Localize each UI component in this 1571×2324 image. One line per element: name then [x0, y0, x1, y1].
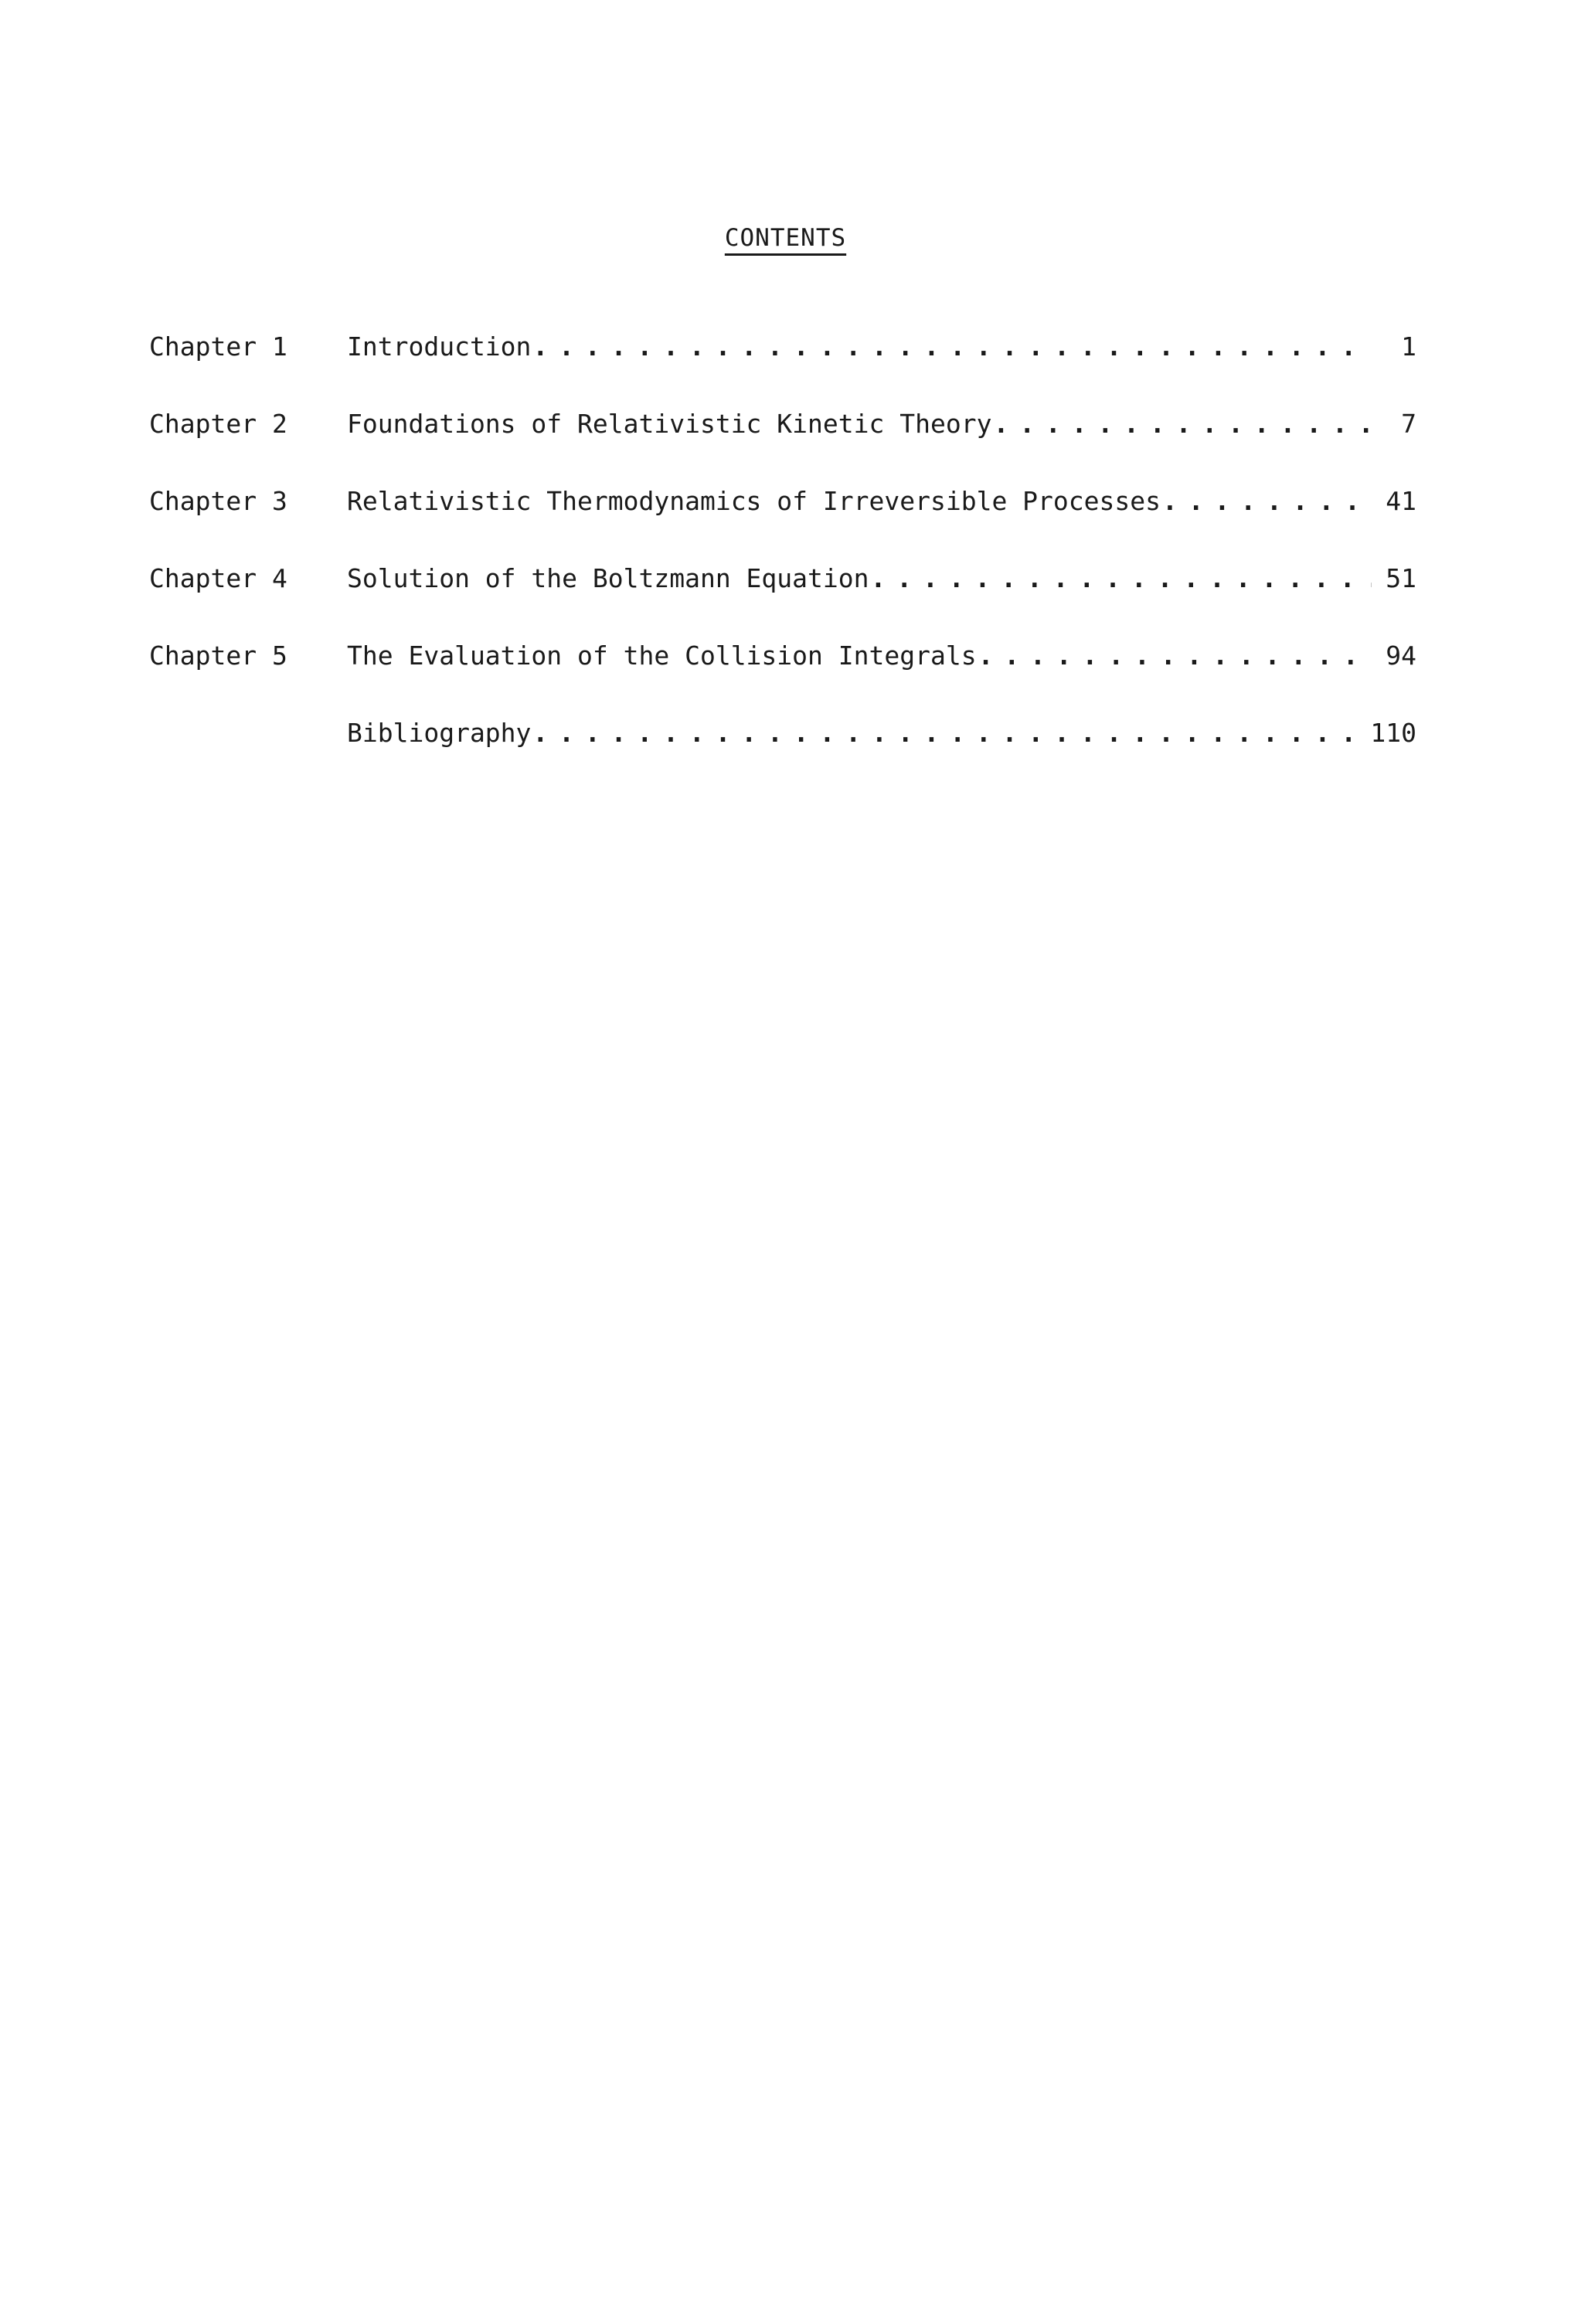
toc-entry-title: Foundations of Relativistic Kinetic Theory [347, 409, 992, 439]
contents-heading [0, 224, 1571, 252]
toc-entry-title: Relativistic Thermodynamics of Irreversible Processes [347, 486, 1161, 516]
toc-entry-line [347, 328, 1416, 365]
toc-entry-line [347, 637, 1416, 674]
toc-chapter-label: Chapter 1 [149, 331, 287, 362]
toc-entry [149, 483, 1416, 560]
toc-entry [149, 560, 1416, 637]
toc-page-number: 7 [1401, 409, 1416, 439]
toc-entry [149, 328, 1416, 406]
dot-leader [532, 328, 1372, 365]
toc-entry [149, 637, 1416, 715]
contents-heading-text: CONTENTS [724, 224, 847, 252]
dot-leader [978, 637, 1372, 674]
table-of-contents [149, 328, 1416, 792]
toc-entry-title: The Evaluation of the Collision Integrals [347, 640, 977, 671]
toc-page-number: 94 [1386, 640, 1416, 671]
toc-entry-line [347, 483, 1416, 520]
toc-entry-line [347, 406, 1416, 443]
toc-chapter-label: Chapter 3 [149, 486, 287, 516]
toc-chapter-label: Chapter 2 [149, 409, 287, 439]
dot-leader [871, 560, 1372, 597]
toc-page-number: 41 [1386, 486, 1416, 516]
toc-chapter-label: Chapter 4 [149, 563, 287, 593]
toc-entry-line [347, 560, 1416, 597]
toc-entry-title: Solution of the Boltzmann Equation [347, 563, 869, 593]
toc-entry-line [347, 715, 1416, 752]
toc-page-number: 1 [1401, 331, 1416, 362]
toc-chapter-label: Chapter 5 [149, 640, 287, 671]
toc-entry-title: Introduction [347, 331, 532, 362]
toc-page-number: 110 [1370, 718, 1416, 748]
dot-leader [1162, 483, 1372, 520]
toc-entry-title: Bibliography [347, 718, 532, 748]
dot-leader [532, 715, 1365, 752]
toc-entry [149, 406, 1416, 483]
toc-page-number: 51 [1386, 563, 1416, 593]
dot-leader [993, 406, 1372, 443]
toc-entry [149, 715, 1416, 792]
